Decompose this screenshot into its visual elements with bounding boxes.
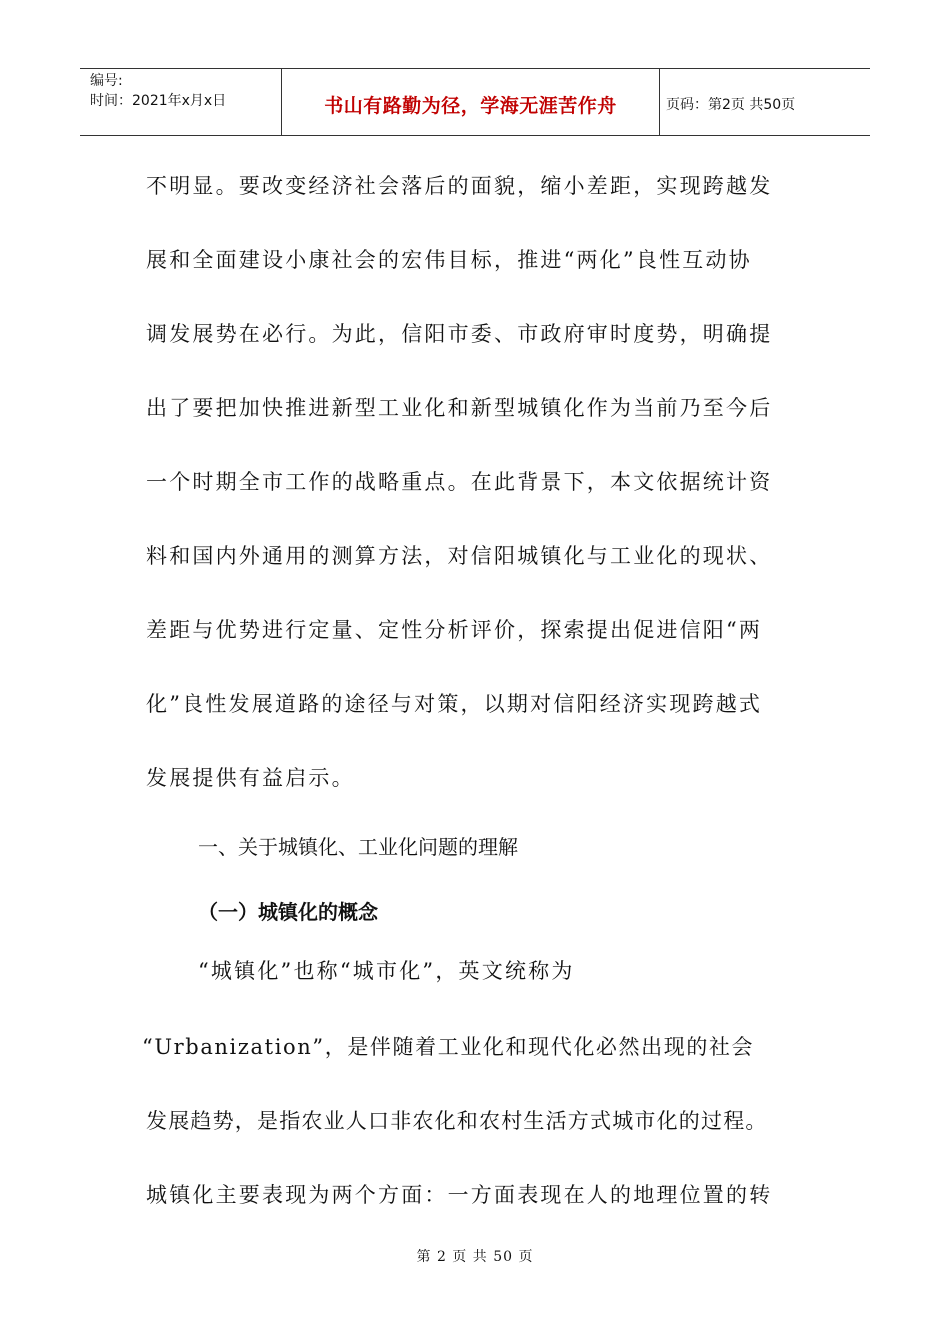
motto-text: 书山有路勤为径，学海无涯苦作舟: [324, 94, 617, 117]
page-indicator: 页码：第2页 共50页: [666, 97, 796, 113]
body-line: 发展提供有益启示。: [146, 766, 355, 790]
serial-label: 编号:: [90, 73, 123, 89]
page-footer: 第 2 页 共 50 页: [416, 1249, 534, 1265]
body-line: 料和国内外通用的测算方法，对信阳城镇化与工业化的现状、: [146, 544, 773, 568]
body-line: 城镇化主要表现为两个方面：一方面表现在人的地理位置的转: [146, 1183, 773, 1207]
body-line: 化”良性发展道路的途径与对策，以期对信阳经济实现跨越式: [146, 692, 763, 716]
header-motto-cell: [282, 69, 660, 135]
body-line: 一个时期全市工作的战略重点。在此背景下，本文依据统计资: [146, 470, 773, 494]
body-line: 发展趋势，是指农业人口非农化和农村生活方式城市化的过程。: [146, 1109, 768, 1133]
body-line: 差距与优势进行定量、定性分析评价，探索提出促进信阳“两: [146, 618, 763, 642]
body-line: 展和全面建设小康社会的宏伟目标，推进“两化”良性互动协: [146, 248, 752, 272]
body-line: 调发展势在必行。为此，信阳市委、市政府审时度势，明确提: [146, 322, 773, 346]
section-heading: 一、关于城镇化、工业化问题的理解: [198, 835, 518, 859]
body-line: 不明显。要改变经济社会落后的面貌，缩小差距，实现跨越发: [146, 174, 773, 198]
body-line: “Urbanization”，是伴随着工业化和现代化必然出现的社会: [142, 1035, 755, 1059]
body-line: “城镇化”也称“城市化”，英文统称为: [198, 959, 575, 983]
subsection-heading: （一）城镇化的概念: [198, 900, 378, 924]
header-page-cell: [660, 69, 870, 135]
page-header: [80, 68, 870, 136]
body-line: 出了要把加快推进新型工业化和新型城镇化作为当前乃至今后: [146, 396, 773, 420]
header-meta: [80, 69, 282, 135]
time-label: 时间：2021年x月x日: [90, 93, 227, 109]
